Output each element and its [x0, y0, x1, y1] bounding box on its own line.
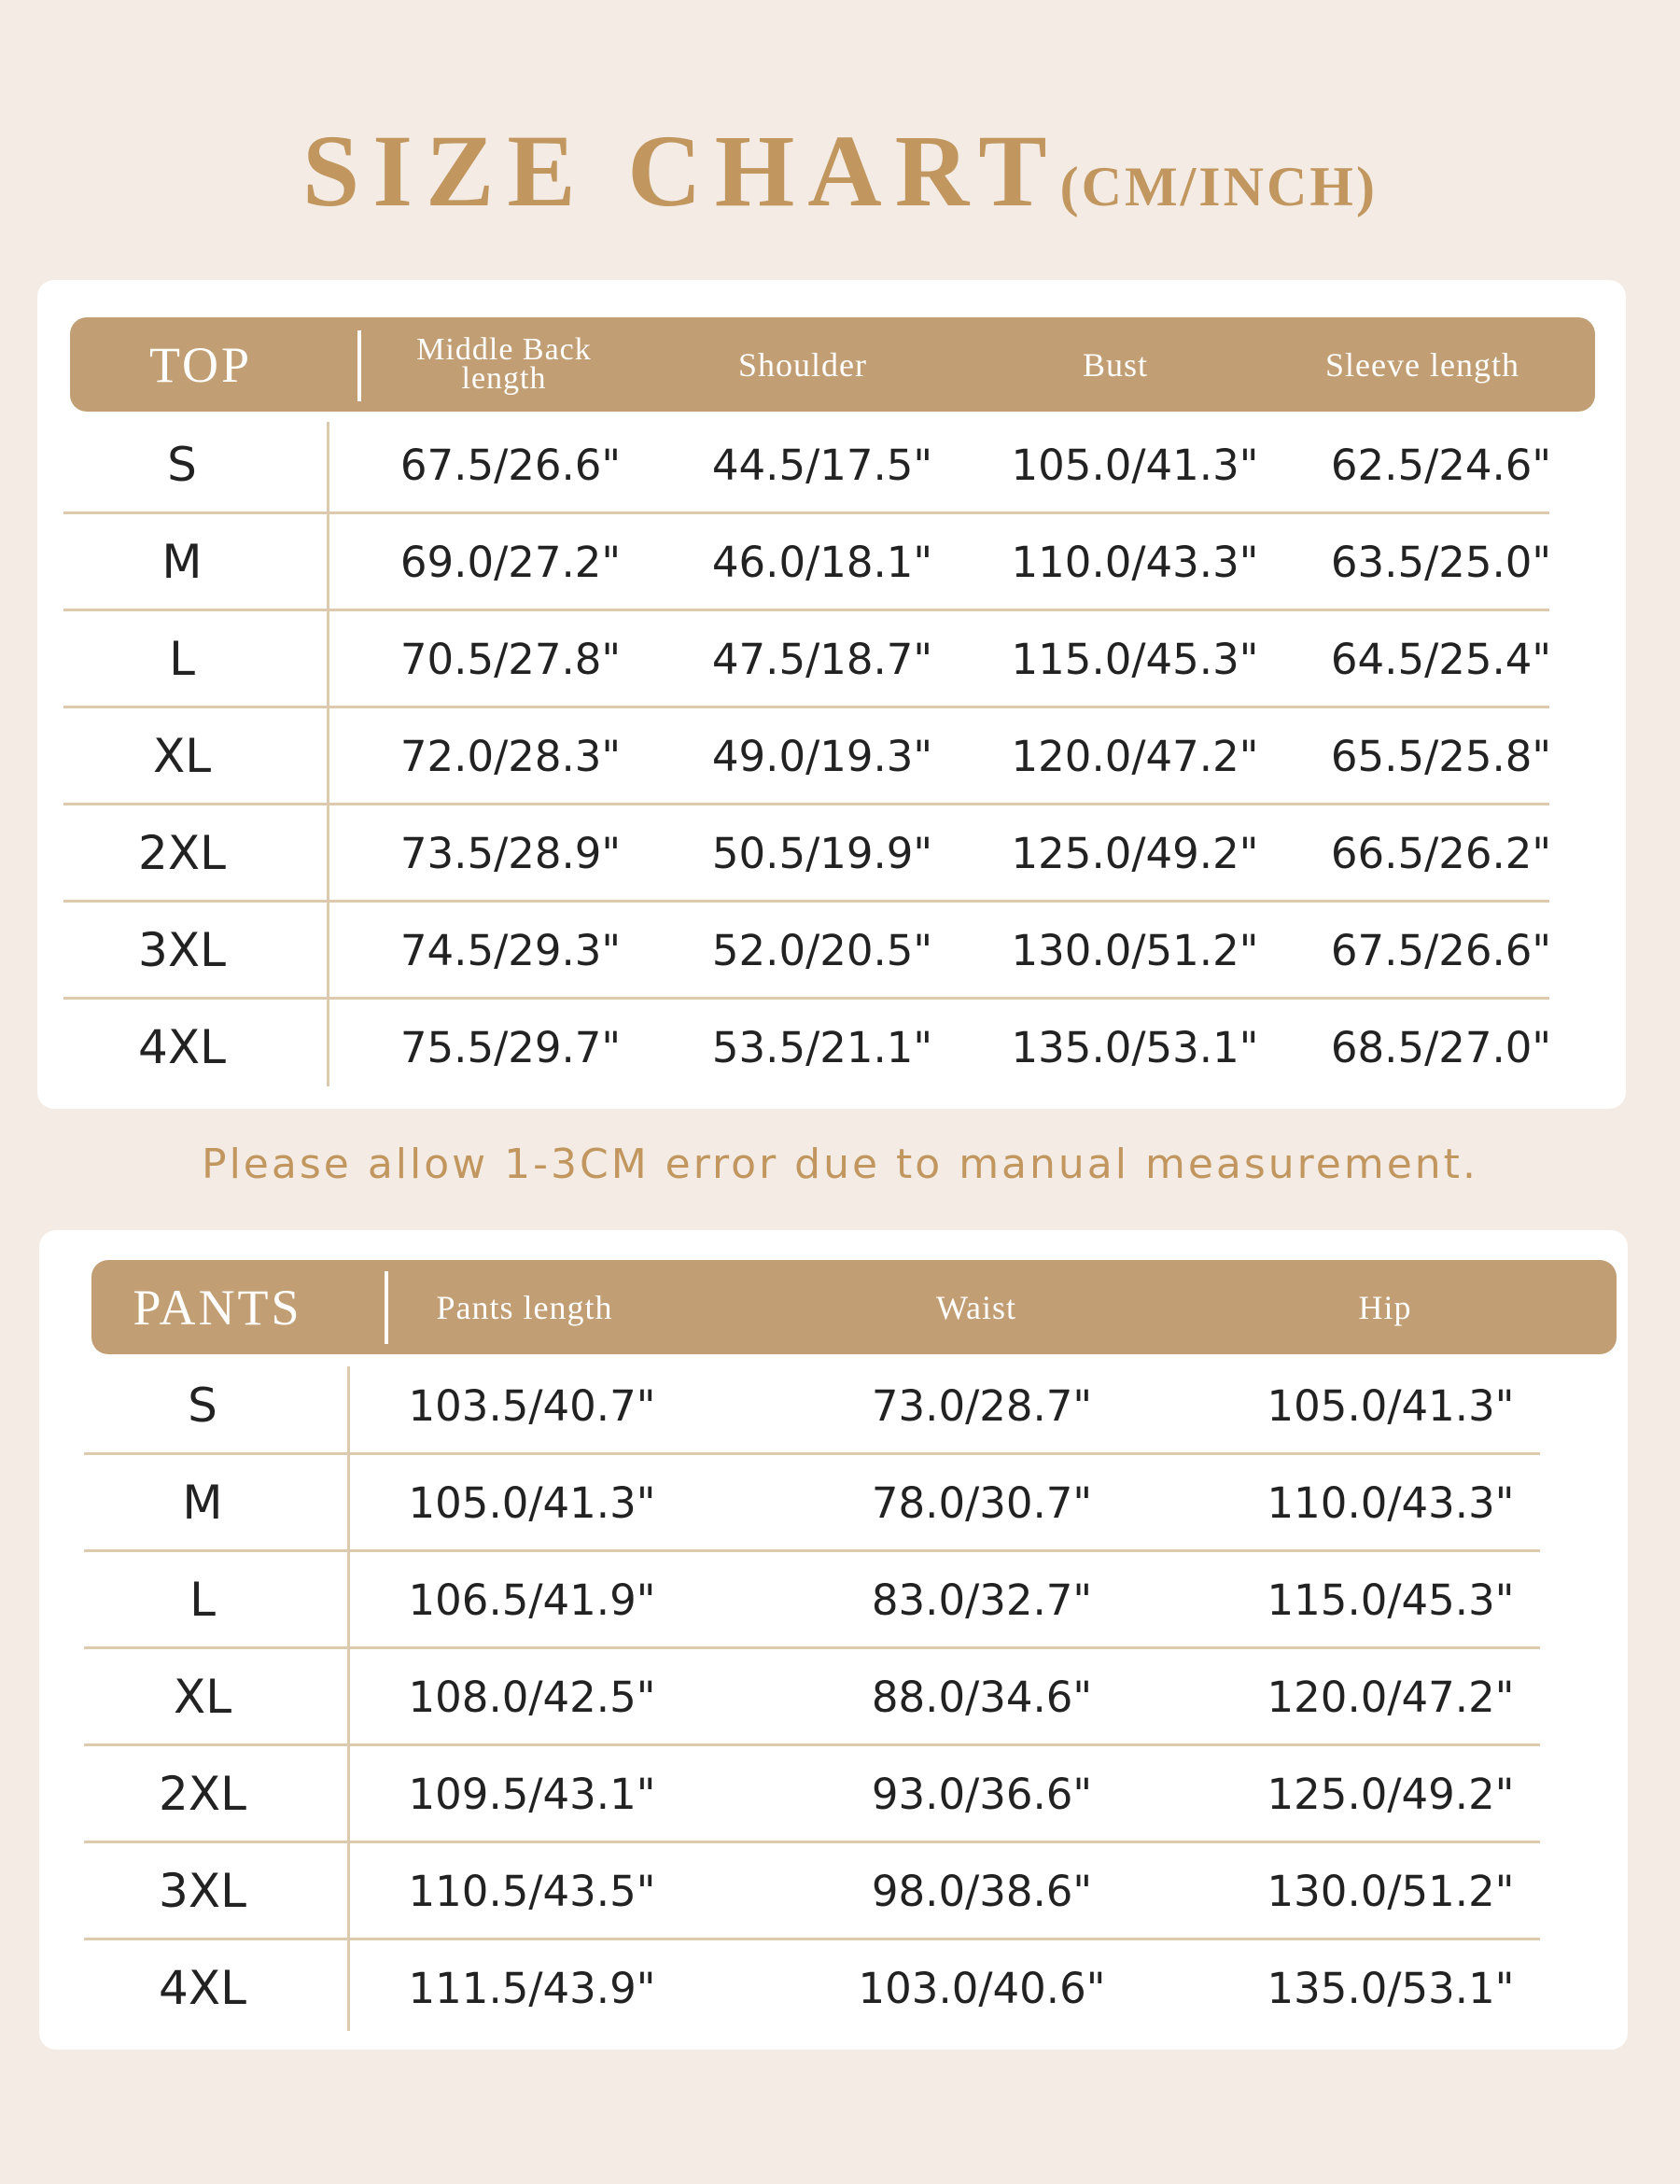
- measurement-cell: 44.5/17.5": [711, 440, 933, 490]
- size-cell: 4XL: [138, 1020, 226, 1074]
- measurement-cell: 105.0/41.3": [408, 1477, 656, 1528]
- pants-table-label: PANTS: [133, 1279, 302, 1336]
- measurement-cell: 105.0/41.3": [1011, 440, 1259, 490]
- top-col-sleeve-length: Sleeve length: [1325, 345, 1519, 384]
- measurement-cell: 135.0/53.1": [1011, 1022, 1259, 1072]
- title-unit: (CM/INCH): [1059, 156, 1378, 217]
- table-row: [39, 1357, 1628, 1454]
- size-cell: XL: [152, 729, 212, 783]
- measurement-cell: 135.0/53.1": [1267, 1963, 1515, 2013]
- measurement-cell: 46.0/18.1": [711, 537, 933, 587]
- size-cell: XL: [173, 1670, 232, 1724]
- pants-table-header: [91, 1260, 1617, 1354]
- measurement-cell: 115.0/45.3": [1011, 634, 1259, 684]
- measurement-cell: 125.0/49.2": [1011, 828, 1259, 878]
- table-row: [37, 610, 1626, 707]
- pants-col-pants-length: Pants length: [436, 1288, 613, 1326]
- measurement-cell: 98.0/38.6": [871, 1866, 1093, 1916]
- table-row: [39, 1454, 1628, 1551]
- size-cell: 3XL: [159, 1864, 246, 1918]
- measurement-cell: 50.5/19.9": [711, 828, 933, 878]
- top-table-label: TOP: [148, 336, 253, 393]
- measurement-cell: 64.5/25.4": [1330, 634, 1552, 684]
- measurement-cell: 72.0/28.3": [399, 731, 622, 781]
- measurement-cell: 130.0/51.2": [1267, 1866, 1515, 1916]
- size-cell: 2XL: [138, 826, 226, 880]
- measurement-cell: 73.0/28.7": [871, 1380, 1093, 1431]
- top-header-divider: [357, 330, 361, 401]
- measurement-cell: 120.0/47.2": [1267, 1672, 1515, 1722]
- table-row: [39, 1842, 1628, 1939]
- measurement-cell: 106.5/41.9": [408, 1575, 656, 1625]
- title-main: SIZE CHART: [302, 114, 1060, 228]
- table-row: [37, 416, 1626, 513]
- measurement-cell: 68.5/27.0": [1330, 1022, 1552, 1072]
- table-row: [37, 707, 1626, 805]
- measurement-cell: 115.0/45.3": [1267, 1575, 1515, 1625]
- top-col-shoulder: Shoulder: [738, 345, 867, 384]
- measurement-cell: 110.0/43.3": [1267, 1477, 1515, 1528]
- measurement-cell: 70.5/27.8": [399, 634, 622, 684]
- measurement-cell: 111.5/43.9": [408, 1963, 656, 2013]
- measurement-note: Please allow 1-3CM error due to manual measurement.: [202, 1141, 1478, 1188]
- measurement-cell: 93.0/36.6": [871, 1769, 1093, 1819]
- table-row: [39, 1648, 1628, 1745]
- measurement-cell: 73.5/28.9": [399, 828, 622, 878]
- table-row: [37, 902, 1626, 999]
- top-col-bust: Bust: [1082, 345, 1149, 384]
- size-cell: 3XL: [138, 923, 226, 977]
- measurement-cell: 69.0/27.2": [399, 537, 622, 587]
- measurement-cell: 105.0/41.3": [1267, 1380, 1515, 1431]
- measurement-cell: 103.5/40.7": [408, 1380, 656, 1431]
- measurement-cell: 65.5/25.8": [1330, 731, 1552, 781]
- table-row: [39, 1745, 1628, 1842]
- measurement-cell: 120.0/47.2": [1011, 731, 1259, 781]
- measurement-cell: 66.5/26.2": [1330, 828, 1552, 878]
- size-cell: S: [167, 438, 197, 492]
- size-cell: L: [189, 1573, 216, 1627]
- size-cell: L: [169, 632, 195, 686]
- size-cell: 2XL: [159, 1767, 246, 1821]
- measurement-cell: 103.0/40.6": [858, 1963, 1106, 2013]
- measurement-cell: 74.5/29.3": [399, 925, 622, 975]
- measurement-cell: 47.5/18.7": [711, 634, 933, 684]
- top-size-table: [37, 280, 1626, 1109]
- measurement-cell: 67.5/26.6": [1330, 925, 1552, 975]
- measurement-cell: 49.0/19.3": [711, 731, 933, 781]
- measurement-cell: 62.5/24.6": [1330, 440, 1552, 490]
- table-row: [37, 805, 1626, 902]
- measurement-cell: 130.0/51.2": [1011, 925, 1259, 975]
- measurement-cell: 53.5/21.1": [711, 1022, 933, 1072]
- measurement-cell: 75.5/29.7": [399, 1022, 622, 1072]
- pants-col-hip: Hip: [1358, 1288, 1412, 1326]
- table-row: [39, 1939, 1628, 2037]
- table-row: [37, 513, 1626, 610]
- top-col-middle-back-length: Middle Back length: [416, 331, 592, 396]
- size-cell: S: [188, 1379, 217, 1433]
- measurement-cell: 67.5/26.6": [399, 440, 622, 490]
- pants-size-table: [39, 1230, 1628, 2050]
- table-row: [39, 1551, 1628, 1648]
- measurement-cell: 78.0/30.7": [871, 1477, 1093, 1528]
- measurement-cell: 110.0/43.3": [1011, 537, 1259, 587]
- measurement-cell: 52.0/20.5": [711, 925, 933, 975]
- measurement-cell: 110.5/43.5": [408, 1866, 656, 1916]
- measurement-cell: 108.0/42.5": [408, 1672, 656, 1722]
- pants-col-waist: Waist: [935, 1288, 1017, 1326]
- size-cell: 4XL: [159, 1961, 246, 2015]
- measurement-cell: 88.0/34.6": [871, 1672, 1093, 1722]
- measurement-cell: 125.0/49.2": [1267, 1769, 1515, 1819]
- page-title: [0, 112, 1680, 231]
- measurement-cell: 109.5/43.1": [408, 1769, 656, 1819]
- size-cell: M: [161, 535, 203, 589]
- top-table-header: [70, 317, 1595, 412]
- measurement-cell: 63.5/25.0": [1330, 537, 1552, 587]
- table-row: [37, 999, 1626, 1096]
- measurement-cell: 83.0/32.7": [871, 1575, 1093, 1625]
- size-cell: M: [182, 1476, 223, 1530]
